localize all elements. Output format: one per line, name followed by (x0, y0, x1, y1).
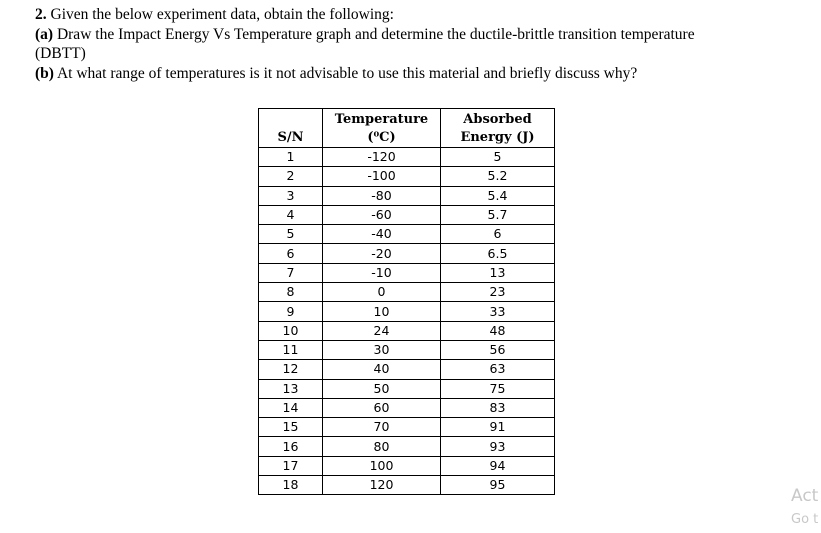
table-row (259, 437, 555, 456)
table-row (259, 398, 555, 417)
cell-sn: 1 (259, 148, 323, 167)
table-row (259, 340, 555, 359)
cell-energy: 83 (441, 398, 555, 417)
cell-sn: 2 (259, 167, 323, 186)
table-row (259, 476, 555, 495)
header-sn: S/N (259, 109, 323, 148)
cell-temperature: -100 (323, 167, 441, 186)
cell-energy: 48 (441, 321, 555, 340)
cell-sn: 16 (259, 437, 323, 456)
cell-energy: 93 (441, 437, 555, 456)
table-row (259, 244, 555, 263)
question-text (35, 5, 805, 83)
header-temperature: Temperature (⁰C) (323, 109, 441, 148)
table-row (259, 225, 555, 244)
cell-temperature: -40 (323, 225, 441, 244)
table-row (259, 321, 555, 340)
header-absorbed-energy: Absorbed Energy (J) (441, 109, 555, 148)
cell-temperature: 30 (323, 340, 441, 359)
part-b-line (35, 64, 805, 84)
cell-sn: 5 (259, 225, 323, 244)
question-intro: Given the below experiment data, obtain the following: (46, 6, 394, 23)
cell-temperature: -80 (323, 186, 441, 205)
table-row (259, 456, 555, 475)
table-row (259, 283, 555, 302)
experiment-data-table (258, 108, 555, 495)
cell-sn: 9 (259, 302, 323, 321)
cell-energy: 95 (441, 476, 555, 495)
part-b-text: At what range of temperatures is it not advisable to use this material and briefly discuss why? (53, 64, 638, 82)
cell-energy: 5.2 (441, 167, 555, 186)
cell-sn: 10 (259, 321, 323, 340)
cell-sn: 14 (259, 398, 323, 417)
part-a-line-cont (35, 44, 805, 64)
part-a-text: Draw the Impact Energy Vs Temperature graph and determine the ductile-brittle transition temperature (53, 25, 695, 43)
cell-sn: 8 (259, 283, 323, 302)
table-row (259, 263, 555, 282)
cell-energy: 5 (441, 148, 555, 167)
table-row (259, 302, 555, 321)
cell-energy: 5.4 (441, 186, 555, 205)
table-row (259, 205, 555, 224)
cell-temperature: 100 (323, 456, 441, 475)
table-row (259, 379, 555, 398)
watermark-line1: Act (791, 486, 819, 506)
table-body (259, 148, 555, 495)
cell-temperature: -10 (323, 263, 441, 282)
cell-temperature: -20 (323, 244, 441, 263)
watermark-line2: Go t (791, 512, 819, 527)
cell-temperature: -120 (323, 148, 441, 167)
question-intro-line (35, 5, 805, 25)
cell-temperature: 50 (323, 379, 441, 398)
table-header-row (259, 109, 555, 148)
part-a-text-cont: (DBTT) (35, 45, 86, 62)
cell-energy: 94 (441, 456, 555, 475)
cell-energy: 33 (441, 302, 555, 321)
cell-temperature: 120 (323, 476, 441, 495)
part-a-label: (a) (35, 25, 54, 43)
question-number: 2. (35, 6, 47, 23)
cell-temperature: 24 (323, 321, 441, 340)
cell-temperature: 60 (323, 398, 441, 417)
cell-sn: 7 (259, 263, 323, 282)
cell-energy: 6.5 (441, 244, 555, 263)
cell-temperature: 10 (323, 302, 441, 321)
table-row (259, 186, 555, 205)
cell-energy: 6 (441, 225, 555, 244)
cell-energy: 75 (441, 379, 555, 398)
cell-sn: 11 (259, 340, 323, 359)
cell-temperature: 70 (323, 418, 441, 437)
cell-sn: 6 (259, 244, 323, 263)
cell-sn: 15 (259, 418, 323, 437)
cell-sn: 17 (259, 456, 323, 475)
cell-sn: 12 (259, 360, 323, 379)
cell-energy: 23 (441, 283, 555, 302)
cell-sn: 13 (259, 379, 323, 398)
part-a-line (35, 25, 805, 45)
cell-sn: 18 (259, 476, 323, 495)
table-row (259, 360, 555, 379)
part-b-label: (b) (35, 64, 54, 82)
cell-temperature: -60 (323, 205, 441, 224)
table-row (259, 148, 555, 167)
cell-sn: 4 (259, 205, 323, 224)
cell-sn: 3 (259, 186, 323, 205)
cell-temperature: 80 (323, 437, 441, 456)
cell-temperature: 0 (323, 283, 441, 302)
cell-energy: 91 (441, 418, 555, 437)
cell-energy: 56 (441, 340, 555, 359)
cell-energy: 13 (441, 263, 555, 282)
table-row (259, 167, 555, 186)
table-row (259, 418, 555, 437)
cell-temperature: 40 (323, 360, 441, 379)
cell-energy: 5.7 (441, 205, 555, 224)
cell-energy: 63 (441, 360, 555, 379)
